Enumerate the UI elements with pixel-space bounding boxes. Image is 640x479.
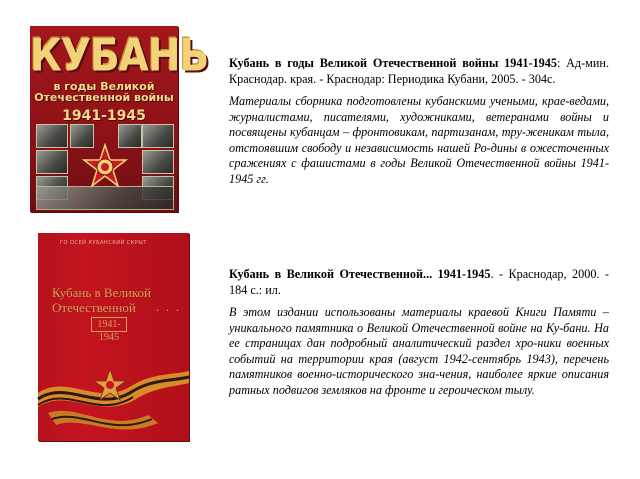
cover-photo	[142, 124, 174, 148]
bibliographic-record	[229, 56, 609, 87]
book-annotation: В этом издании использованы материалы краевой Книги Памяти – уникального памятника о Великой Отечественной войне на Ку-бани. На ее страницах дан подробный аналитический раздел хро-ники военных событий на территории края (август 1942-сентябрь 1943), перечень памятников военно-исторического зна-чения, наиболее яркие описания ратных подвигов земляков на фронте и героическом тылу.	[229, 305, 609, 397]
cover-title-line2: Отечественной	[52, 300, 136, 315]
book-entry	[229, 56, 609, 187]
cover-dots: . . .	[156, 300, 181, 314]
book-cover-kuban-1941-1945	[30, 26, 209, 212]
cover-top-text: ГО ОСЕЙ КУБАНСКИЙ СКРЫТ	[60, 240, 147, 246]
book-annotation: Материалы сборника подготовлены кубанскими учеными, крае-ведами, журналистами, писателями, художниками, ветеранами войны и посвящены кубанцам – фронтовикам, партизанам, тру-женикам тыла, отстоявшим свободу и независимость нашей Ро-дины в ожесточенных сражениях с фашистами в годы Великой Отечественной войны 1941-1945 гг.	[229, 94, 609, 186]
order-star-icon	[82, 144, 128, 190]
cover-photo	[36, 124, 68, 148]
book-cover-kuban-velikoy-otechestvennoy	[38, 233, 189, 441]
cover-title-line1: Кубань в Великой	[52, 285, 151, 300]
bibliographic-record	[229, 267, 609, 298]
book-title: Кубань в годы Великой Отечественной войны 1941-1945	[229, 56, 557, 70]
cover-years-box: 1941-1945	[91, 317, 127, 332]
cover-photo	[142, 150, 174, 174]
st-george-ribbon-icon	[38, 353, 189, 441]
publication-details: . - Краснодар, 2000. - 184 с.: ил.	[229, 267, 609, 297]
book-entry	[229, 267, 609, 398]
publication-details: : Ад-мин. Краснодар. края. - Краснодар: Периодика Кубани, 2005. - 304с.	[229, 56, 609, 86]
cover-photo	[36, 150, 68, 174]
book-title: Кубань в Великой Отечественной... 1941-1945	[229, 267, 491, 281]
cover-subtitle-line1: в годы Великой	[53, 80, 155, 93]
cover-years: 1941-1945	[62, 108, 146, 124]
cover-subtitle-line2: Отечественной войны	[34, 91, 174, 104]
cover-title: КУБАНЬ	[30, 30, 209, 82]
cover-subtitle	[30, 81, 178, 103]
